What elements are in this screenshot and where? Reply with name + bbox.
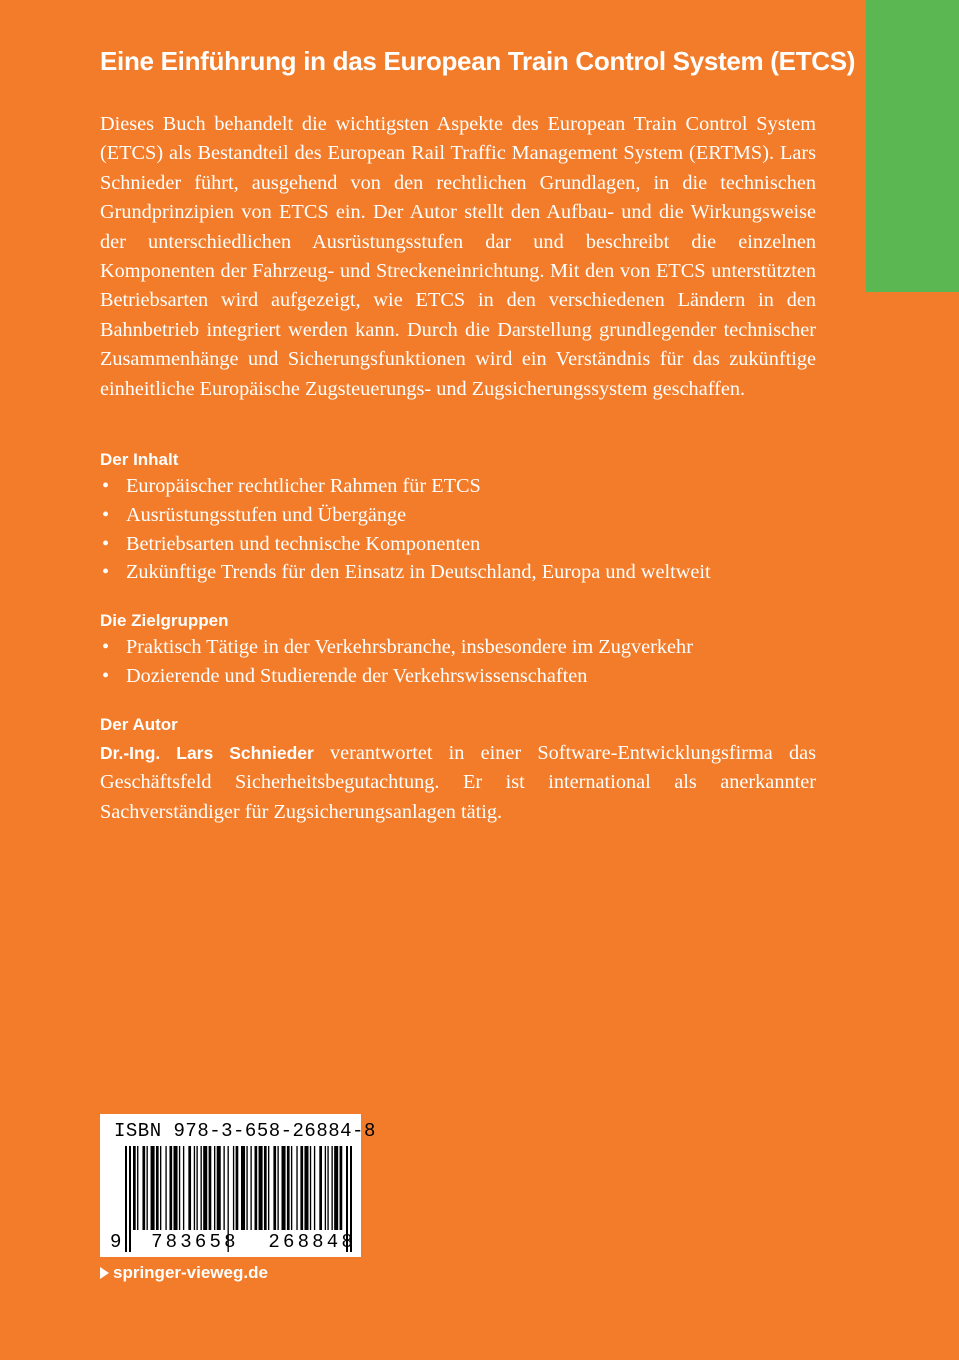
barcode-bar bbox=[233, 1146, 234, 1230]
list-item: • Praktisch Tätige in der Verkehrsbranche, insbesondere im Zugverkehr bbox=[100, 633, 693, 662]
barcode-bar bbox=[325, 1146, 326, 1230]
arrow-right-icon bbox=[100, 1267, 109, 1279]
barcode-bar bbox=[209, 1146, 212, 1230]
barcode-bar bbox=[282, 1146, 286, 1230]
barcode-bar bbox=[133, 1146, 136, 1230]
barcode-bar bbox=[250, 1146, 251, 1230]
barcode-bar bbox=[179, 1146, 180, 1230]
barcode-bar bbox=[236, 1146, 239, 1230]
barcode-bar bbox=[201, 1146, 202, 1230]
barcode-bar bbox=[241, 1146, 245, 1230]
barcode-bar bbox=[188, 1146, 191, 1230]
barcode-bar bbox=[340, 1146, 343, 1230]
list-item: • Betriebsarten und technische Komponenten bbox=[100, 530, 711, 559]
barcode-bar bbox=[331, 1146, 332, 1230]
barcode-bar bbox=[268, 1146, 269, 1230]
barcode-bar bbox=[165, 1146, 166, 1230]
website-label: springer-vieweg.de bbox=[113, 1263, 268, 1282]
barcode-bar bbox=[174, 1146, 178, 1230]
barcode-bar bbox=[223, 1146, 224, 1230]
barcode-bar bbox=[273, 1146, 276, 1230]
publisher-website[interactable] bbox=[100, 1262, 268, 1284]
barcode-bar bbox=[214, 1146, 215, 1230]
barcode-bar bbox=[151, 1146, 155, 1230]
barcode-bar bbox=[319, 1146, 322, 1230]
list-item: • Europäischer rechtlicher Rahmen für ETCS bbox=[100, 472, 711, 501]
barcode-digit-right: 268848 bbox=[268, 1231, 356, 1253]
barcode-bar bbox=[194, 1146, 195, 1230]
barcode-bar bbox=[291, 1146, 292, 1230]
list-item: • Dozierende und Studierende der Verkehrswissenschaften bbox=[100, 662, 693, 691]
barcode-bar bbox=[217, 1146, 221, 1230]
green-accent-tab bbox=[866, 0, 959, 292]
barcode-bar bbox=[160, 1146, 161, 1230]
barcode-digit-prefix: 9 bbox=[110, 1231, 122, 1253]
book-description: Dieses Buch behandelt die wichtigsten Aspekte des European Train Control System (ETCS) als Bestandteil des European Rail Traffic Management System (ERTMS). Lars Schnieder führt, ausgehend von den rechtlichen Grundlagen, in die technischen Grundprinzipien von ETCS ein. Der Autor stellt den Aufbau- und die Wirkungsweise der unterschiedlichen Ausrüstungsstufen dar und beschreibt die einzelnen Komponenten der Fahrzeug- und Streckeneinrichtung. Mit den von ETCS unterstützten Betriebsarten wird aufgezeigt, wie ETCS in den verschiedenen Ländern in den Bahnbetrieb integriert werden kann. Durch die Darstellung grundlegender technischer Zusammenhänge und Sicherungsfunktionen wird ein Verständnis für das zukünftige einheitliche Europäische Zugsteuerungs- und Zugsicherungssystem geschaffen. bbox=[100, 113, 816, 400]
isbn-label: ISBN 978-3-658-26884-8 bbox=[114, 1120, 376, 1142]
contents-list bbox=[100, 472, 711, 587]
list-item: • Zukünftige Trends für den Einsatz in Deutschland, Europa und weltweit bbox=[100, 558, 711, 587]
barcode-bar bbox=[327, 1146, 328, 1230]
barcode-bar bbox=[255, 1146, 258, 1230]
barcode-bar bbox=[334, 1146, 338, 1230]
audience-list bbox=[100, 633, 693, 691]
barcode-bar bbox=[314, 1146, 315, 1230]
barcode-bar bbox=[296, 1146, 297, 1230]
barcode-bar bbox=[203, 1146, 207, 1230]
barcode-bar bbox=[310, 1146, 311, 1230]
barcode-bar bbox=[277, 1146, 278, 1230]
barcode-digit-left: 783658 bbox=[151, 1231, 239, 1253]
barcode-bar bbox=[196, 1146, 197, 1230]
author-description: verantwortet in einer Software-Entwicklungsfirma das Geschäftsfeld Sicherheitsbegutachtung. Er ist international als anerkannter Sachverständiger für Zugsicherungsanlagen tätig. bbox=[100, 742, 816, 823]
barcode-bar bbox=[246, 1146, 247, 1230]
barcode-bar bbox=[137, 1146, 138, 1230]
barcode-bar bbox=[147, 1146, 148, 1230]
barcode-digits bbox=[110, 1231, 356, 1253]
audience-heading: Die Zielgruppen bbox=[100, 611, 229, 630]
list-item: • Ausrüstungsstufen und Übergänge bbox=[100, 501, 711, 530]
isbn-barcode bbox=[100, 1114, 376, 1257]
barcode-bar bbox=[156, 1146, 159, 1230]
author-heading: Der Autor bbox=[100, 715, 178, 734]
barcode-bar bbox=[264, 1146, 267, 1230]
barcode-bar bbox=[169, 1146, 172, 1230]
barcode-bar bbox=[304, 1146, 308, 1230]
barcode-bar bbox=[300, 1146, 303, 1230]
barcode-bar bbox=[259, 1146, 263, 1230]
author-name: Dr.-Ing. Lars Schnieder bbox=[100, 743, 314, 763]
book-title: Eine Einführung in das European Train Control System (ETCS) bbox=[100, 46, 856, 76]
barcode-bar bbox=[287, 1146, 290, 1230]
author-bio bbox=[100, 739, 816, 827]
barcode-bar bbox=[142, 1146, 145, 1230]
barcode-bar bbox=[183, 1146, 184, 1230]
contents-heading: Der Inhalt bbox=[100, 450, 179, 469]
